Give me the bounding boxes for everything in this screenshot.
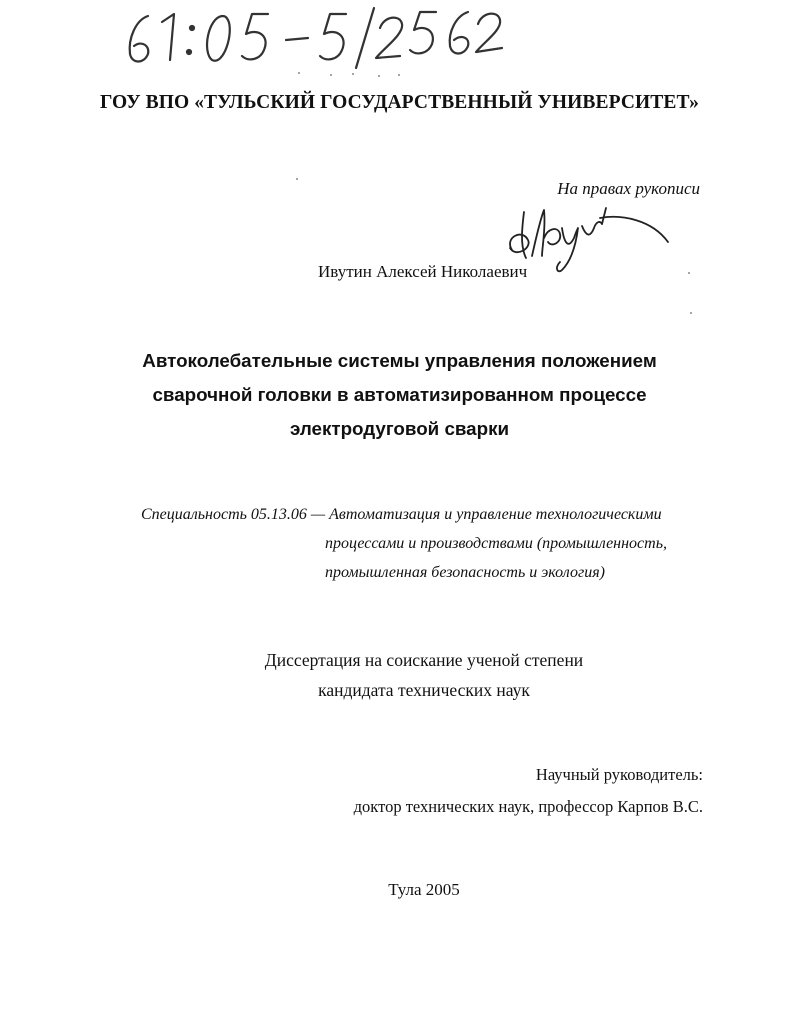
- degree-line-2: кандидата технических наук: [318, 680, 530, 700]
- archive-code-handwritten: [118, 2, 518, 72]
- specialty-line-2: процессами и производствами (промышленность,: [325, 535, 667, 552]
- archive-code-drawing: [118, 2, 518, 72]
- manuscript-note: На правах рукописи: [557, 179, 700, 198]
- supervisor-name: доктор технических наук, профессор Карпов В.С.: [353, 797, 703, 816]
- university-name: ГОУ ВПО «ТУЛЬСКИЙ ГОСУДАРСТВЕННЫЙ УНИВЕРСИТЕТ»: [100, 92, 699, 113]
- signature-drawing: [502, 198, 672, 278]
- specialty-line-1: Специальность 05.13.06 — Автоматизация и управление технологическими: [141, 506, 662, 523]
- author-name: Ивутин Алексей Николаевич: [318, 262, 528, 281]
- specialty-block: [141, 500, 711, 587]
- degree-line-1: Диссертация на соискание ученой степени: [264, 650, 584, 670]
- dissertation-title: [0, 344, 799, 446]
- title-line-3: электродуговой сварки: [289, 418, 510, 439]
- city-year: Тула 2005: [388, 880, 460, 899]
- title-line-1: Автоколебательные системы управления положением: [142, 350, 657, 371]
- specialty-line-3: промышленная безопасность и экология): [325, 564, 605, 581]
- supervisor-label: Научный руководитель:: [535, 765, 703, 784]
- title-line-2: сварочной головки в автоматизированном процессе: [152, 384, 647, 405]
- author-signature: [502, 198, 672, 278]
- degree-statement: [0, 645, 799, 705]
